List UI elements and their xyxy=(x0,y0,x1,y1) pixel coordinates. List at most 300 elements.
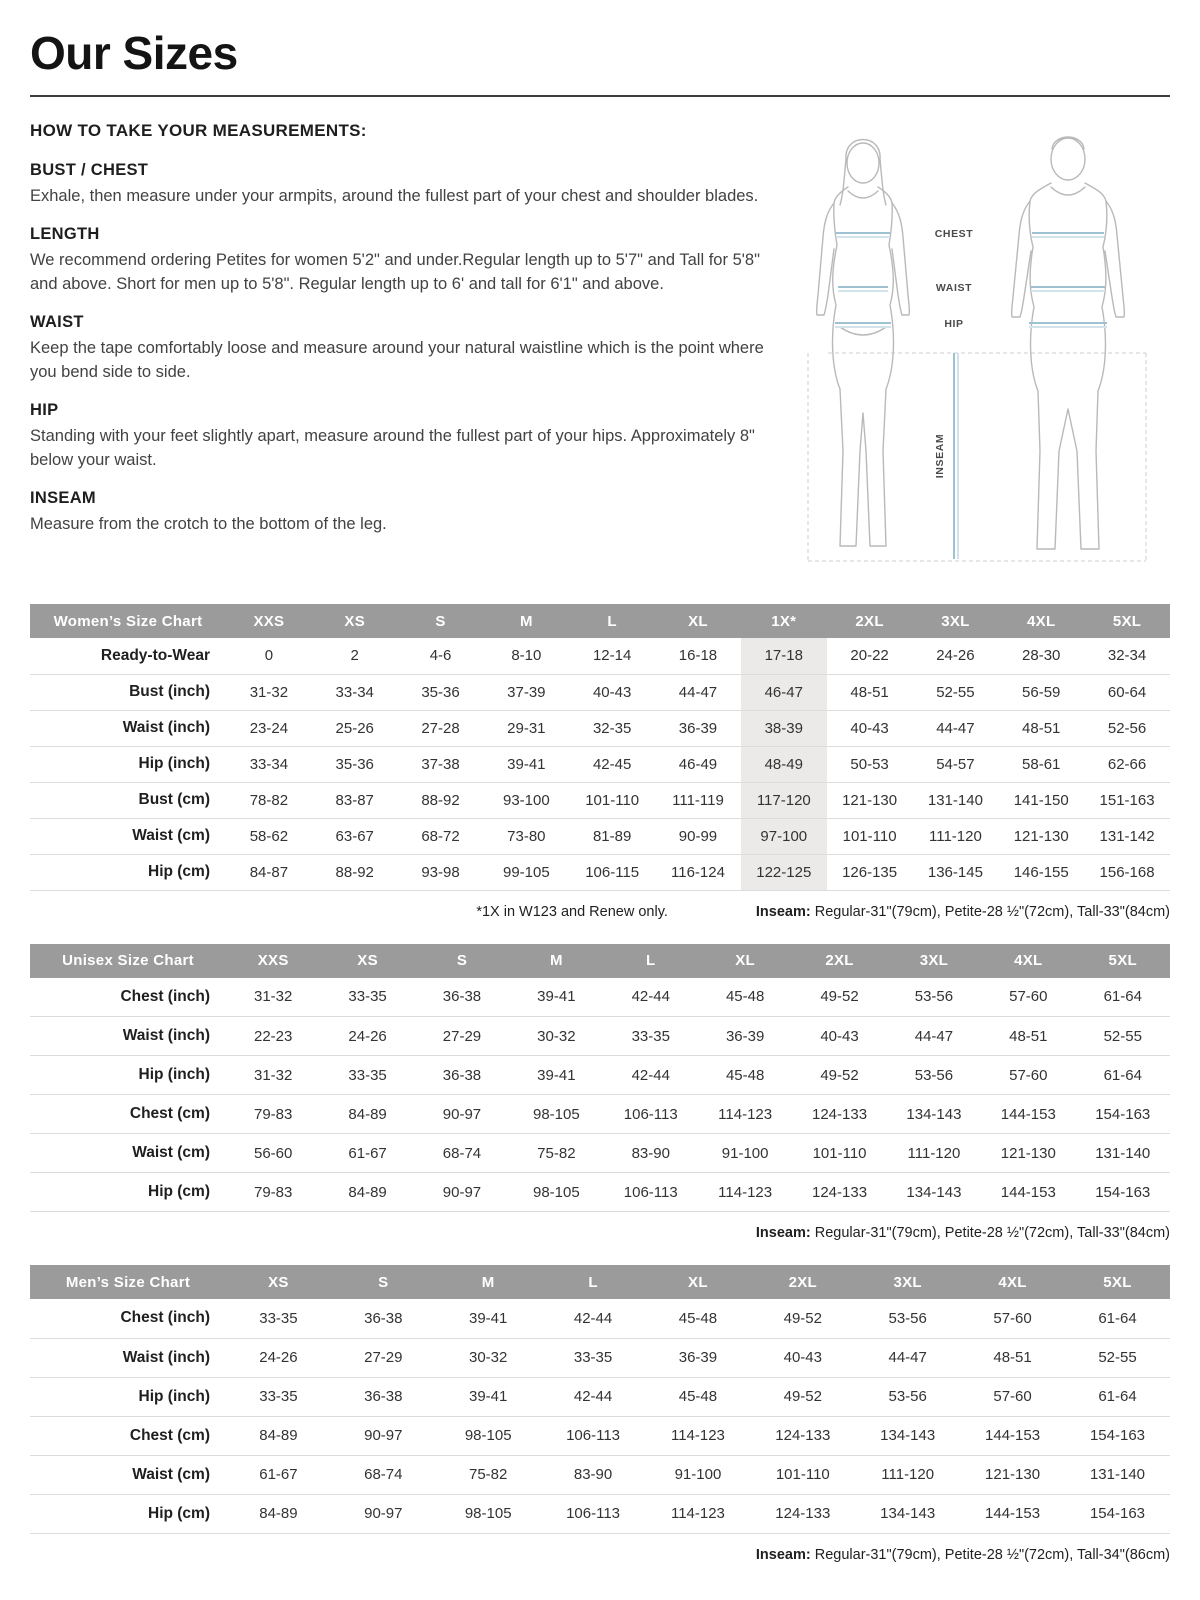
table-row xyxy=(30,1455,1170,1494)
size-value-cell: 0 xyxy=(264,647,274,665)
size-value-cell: 154-163 xyxy=(1095,1105,1151,1123)
size-value-cell: 131-140 xyxy=(1089,1466,1146,1483)
size-value-cell: 75-82 xyxy=(537,1144,576,1162)
size-value-cell: 61-64 xyxy=(1098,1388,1137,1405)
size-value-cell: 134-143 xyxy=(906,1183,962,1201)
size-value-cell: 144-153 xyxy=(1000,1183,1056,1201)
male-measure-lines xyxy=(1029,233,1107,327)
size-value-cell: 101-110 xyxy=(842,827,897,845)
size-value-cell: 44-47 xyxy=(914,1027,954,1045)
size-value-cell: 106-113 xyxy=(623,1183,678,1201)
row-label: Hip (inch) xyxy=(138,1387,210,1405)
size-value-cell: 75-82 xyxy=(469,1466,508,1483)
size-column-header: XL xyxy=(655,604,741,638)
row-label: Hip (cm) xyxy=(148,1183,210,1200)
size-value-cell: 42-44 xyxy=(573,1388,613,1405)
size-value-cell: 33-35 xyxy=(259,1388,298,1405)
size-value-cell: 78-82 xyxy=(249,791,289,809)
size-value-cell: 111-120 xyxy=(881,1466,935,1483)
size-value-cell: 124-133 xyxy=(812,1183,868,1201)
size-value-cell: 33-34 xyxy=(249,755,289,773)
size-column-header: M xyxy=(436,1265,541,1299)
table-footnote: Inseam: Regular-31"(79cm), Petite-28 ½"(72cm), Tall-33"(84cm) xyxy=(755,1225,1170,1241)
size-column-header: 5XL xyxy=(1076,944,1170,978)
size-value-cell: 111-120 xyxy=(928,827,982,845)
row-label: Hip (cm) xyxy=(148,1504,210,1522)
table-footnote: *1X in W123 and Renew only. xyxy=(476,903,668,920)
size-value-cell: 61-64 xyxy=(1103,1066,1142,1084)
size-value-cell: 40-43 xyxy=(783,1349,822,1366)
size-value-cell: 114-123 xyxy=(670,1505,725,1522)
section-inseam xyxy=(30,489,764,536)
size-value-cell: 27-28 xyxy=(421,719,460,737)
size-column-header: L xyxy=(604,944,698,978)
table-footnote: Inseam: Regular-31"(79cm), Petite-28 ½"(72cm), Tall-34"(86cm) xyxy=(755,1546,1170,1563)
size-value-cell: 8-10 xyxy=(511,647,542,665)
size-value-cell: 38-39 xyxy=(741,710,827,746)
hip-label: HIP xyxy=(944,318,964,330)
size-value-cell: 49-52 xyxy=(783,1388,822,1405)
size-value-cell: 39-41 xyxy=(469,1309,508,1327)
size-value-cell: 33-35 xyxy=(348,988,387,1006)
size-value-cell: 81-89 xyxy=(592,827,632,845)
size-value-cell: 42-44 xyxy=(631,988,670,1006)
size-column-header: XS xyxy=(320,944,414,978)
size-value-cell: 91-100 xyxy=(721,1144,769,1162)
table-row xyxy=(30,854,1170,890)
size-value-cell: 35-36 xyxy=(421,683,460,701)
size-value-cell: 131-140 xyxy=(1095,1144,1151,1162)
size-value-cell: 39-41 xyxy=(469,1388,508,1405)
size-value-cell: 36-38 xyxy=(364,1309,403,1327)
size-value-cell: 45-48 xyxy=(678,1388,718,1405)
row-label: Chest (inch) xyxy=(120,1309,210,1327)
size-column-header: 2XL xyxy=(827,604,913,638)
size-value-cell: 154-163 xyxy=(1095,1183,1151,1201)
row-label: Waist (cm) xyxy=(132,827,210,844)
row-label: Waist (cm) xyxy=(132,1465,210,1483)
size-value-cell: 27-29 xyxy=(364,1349,403,1366)
table-title: Unisex Size Chart xyxy=(30,944,226,978)
size-value-cell: 114-123 xyxy=(670,1427,725,1444)
size-value-cell: 24-26 xyxy=(936,647,975,665)
row-label: Chest (inch) xyxy=(120,987,210,1005)
size-value-cell: 57-60 xyxy=(1009,1066,1048,1084)
size-value-cell: 31-32 xyxy=(254,1066,293,1084)
size-value-cell: 24-26 xyxy=(348,1027,387,1045)
womens-size-chart-table xyxy=(30,604,1170,891)
size-value-cell: 45-48 xyxy=(725,988,765,1006)
size-value-cell: 88-92 xyxy=(421,791,460,809)
size-value-cell: 101-110 xyxy=(812,1144,867,1162)
size-value-cell: 53-56 xyxy=(914,1066,954,1084)
size-value-cell: 36-39 xyxy=(678,719,718,737)
size-value-cell: 31-32 xyxy=(254,988,293,1006)
size-value-cell: 28-30 xyxy=(1022,647,1061,665)
size-value-cell: 106-113 xyxy=(566,1505,621,1522)
row-label: Waist (inch) xyxy=(122,1027,210,1044)
size-value-cell: 40-43 xyxy=(850,719,889,737)
size-column-header: S xyxy=(398,604,484,638)
size-value-cell: 122-125 xyxy=(741,854,827,890)
size-value-cell: 106-113 xyxy=(623,1105,678,1123)
size-column-header: 2XL xyxy=(792,944,886,978)
size-value-cell: 33-35 xyxy=(348,1066,387,1084)
size-value-cell: 146-155 xyxy=(1013,863,1069,881)
size-value-cell: 90-97 xyxy=(442,1183,482,1201)
page-title: Our Sizes xyxy=(30,27,238,79)
size-value-cell: 39-41 xyxy=(537,988,576,1006)
size-value-cell: 61-67 xyxy=(348,1144,387,1162)
size-value-cell: 111-119 xyxy=(672,791,724,809)
size-value-cell: 84-89 xyxy=(348,1183,387,1201)
table-row xyxy=(30,638,1170,674)
size-value-cell: 60-64 xyxy=(1107,683,1147,701)
size-value-cell: 101-110 xyxy=(585,791,640,809)
size-value-cell: 57-60 xyxy=(1009,988,1048,1006)
size-value-cell: 68-74 xyxy=(364,1466,403,1483)
size-charts xyxy=(30,604,1170,1563)
table-row xyxy=(30,1494,1170,1533)
size-value-cell: 24-26 xyxy=(259,1349,298,1366)
female-measure-lines xyxy=(835,233,891,327)
table-row xyxy=(30,674,1170,710)
table-row xyxy=(30,1338,1170,1377)
row-label: Chest (cm) xyxy=(129,1105,210,1122)
size-value-cell: 33-35 xyxy=(573,1349,613,1366)
size-value-cell: 30-32 xyxy=(469,1349,508,1366)
size-value-cell: 91-100 xyxy=(674,1466,722,1483)
size-column-header: 1X* xyxy=(741,604,827,638)
size-value-cell: 151-163 xyxy=(1099,791,1155,809)
size-column-header: 5XL xyxy=(1065,1265,1170,1299)
size-value-cell: 35-36 xyxy=(335,755,374,773)
size-value-cell: 45-48 xyxy=(725,1066,765,1084)
size-column-header: M xyxy=(509,944,603,978)
section-body: We recommend ordering Petites for women 5'2" and under.Regular length up to 5'7" and Tall for 5'8" and above. Short for men up to 5'8". Regular length up to 6' and tall for 6'1" and above. xyxy=(30,251,760,293)
section-title: HIP xyxy=(30,401,59,420)
size-value-cell: 98-105 xyxy=(464,1505,512,1522)
section-title: BUST / CHEST xyxy=(30,161,149,179)
size-value-cell: 90-97 xyxy=(442,1105,482,1123)
size-value-cell: 58-62 xyxy=(249,827,289,845)
waist-label: WAIST xyxy=(935,282,973,294)
size-value-cell: 36-38 xyxy=(442,1066,482,1084)
table-row xyxy=(30,782,1170,818)
size-value-cell: 23-24 xyxy=(249,719,289,737)
section-bust-chest xyxy=(30,161,764,208)
size-value-cell: 39-41 xyxy=(507,755,546,773)
measurement-diagram xyxy=(778,121,1170,576)
size-value-cell: 40-43 xyxy=(820,1027,859,1045)
size-value-cell: 90-99 xyxy=(678,827,718,845)
size-value-cell: 106-115 xyxy=(585,863,640,881)
size-value-cell: 44-47 xyxy=(936,719,975,737)
size-value-cell: 136-145 xyxy=(927,863,983,881)
size-value-cell: 68-74 xyxy=(442,1144,482,1162)
female-figure-outline xyxy=(817,140,910,547)
size-column-header: S xyxy=(415,944,509,978)
size-value-cell: 116-124 xyxy=(671,863,725,881)
size-value-cell: 79-83 xyxy=(254,1105,293,1123)
size-value-cell: 52-55 xyxy=(936,683,975,701)
size-value-cell: 32-35 xyxy=(592,719,632,737)
size-value-cell: 56-60 xyxy=(254,1144,293,1162)
size-value-cell: 144-153 xyxy=(985,1505,1041,1522)
size-value-cell: 121-130 xyxy=(842,791,898,809)
section-title: INSEAM xyxy=(30,488,96,507)
size-value-cell: 79-83 xyxy=(254,1183,293,1201)
size-value-cell: 36-39 xyxy=(725,1027,765,1045)
size-value-cell: 17-18 xyxy=(741,638,827,674)
size-value-cell: 46-47 xyxy=(741,674,827,710)
inseam-label: INSEAM xyxy=(934,433,946,479)
size-value-cell: 124-133 xyxy=(812,1105,868,1123)
size-value-cell: 48-51 xyxy=(1009,1027,1048,1045)
size-value-cell: 29-31 xyxy=(507,719,546,737)
size-value-cell: 49-52 xyxy=(820,1066,859,1084)
size-value-cell: 88-92 xyxy=(335,863,374,881)
size-value-cell: 154-163 xyxy=(1089,1505,1146,1522)
size-value-cell: 84-89 xyxy=(348,1105,387,1123)
size-value-cell: 40-43 xyxy=(592,683,632,701)
unisex-chart-footnotes xyxy=(30,1225,1170,1241)
row-label: Hip (inch) xyxy=(138,1066,210,1083)
size-value-cell: 93-98 xyxy=(421,863,460,881)
table-row xyxy=(30,1416,1170,1455)
size-value-cell: 98-105 xyxy=(533,1105,580,1123)
section-body: Standing with your feet slightly apart, measure around the fullest part of your hips. Approximately 8" below your waist. xyxy=(30,427,755,469)
size-column-header: 3XL xyxy=(887,944,981,978)
size-value-cell: 4-6 xyxy=(429,647,452,665)
size-value-cell: 44-47 xyxy=(888,1349,927,1366)
size-value-cell: 52-56 xyxy=(1107,719,1147,737)
size-value-cell: 101-110 xyxy=(775,1466,830,1483)
size-value-cell: 30-32 xyxy=(537,1027,576,1045)
size-value-cell: 52-55 xyxy=(1098,1349,1137,1366)
size-value-cell: 68-72 xyxy=(421,827,460,845)
size-value-cell: 32-34 xyxy=(1107,647,1147,665)
size-value-cell: 57-60 xyxy=(993,1388,1032,1405)
size-value-cell: 37-39 xyxy=(507,683,546,701)
size-value-cell: 2 xyxy=(350,647,359,665)
size-value-cell: 121-130 xyxy=(1000,1144,1056,1162)
size-value-cell: 58-61 xyxy=(1022,755,1061,773)
size-value-cell: 114-123 xyxy=(718,1105,773,1123)
section-length xyxy=(30,225,764,296)
size-value-cell: 141-150 xyxy=(1013,791,1069,809)
mens-chart-footnotes xyxy=(30,1547,1170,1563)
table-row xyxy=(30,978,1170,1017)
size-value-cell: 20-22 xyxy=(850,647,889,665)
size-value-cell: 134-143 xyxy=(880,1505,936,1522)
section-body: Keep the tape comfortably loose and measure around your natural waistline which is the point where you bend side to side. xyxy=(30,339,764,381)
measurement-instructions xyxy=(30,121,764,553)
section-waist xyxy=(30,313,764,384)
size-value-cell: 57-60 xyxy=(993,1309,1032,1327)
size-value-cell: 36-39 xyxy=(678,1349,718,1366)
size-value-cell: 33-35 xyxy=(631,1027,670,1045)
row-label: Bust (inch) xyxy=(129,683,210,700)
size-value-cell: 49-52 xyxy=(783,1309,822,1327)
womens-chart-footnotes xyxy=(30,904,1170,920)
section-title: WAIST xyxy=(30,313,84,332)
table-row xyxy=(30,746,1170,782)
table-row xyxy=(30,710,1170,746)
table-row xyxy=(30,1299,1170,1338)
size-value-cell: 84-89 xyxy=(259,1427,298,1444)
size-value-cell: 36-38 xyxy=(364,1388,403,1405)
size-value-cell: 144-153 xyxy=(1000,1105,1056,1123)
size-value-cell: 37-38 xyxy=(421,755,460,773)
size-column-header: L xyxy=(541,1265,646,1299)
size-value-cell: 93-100 xyxy=(502,791,550,809)
size-value-cell: 134-143 xyxy=(906,1105,962,1123)
mens-size-chart-table xyxy=(30,1265,1170,1534)
unisex-size-chart-table xyxy=(30,944,1170,1213)
chest-label: CHEST xyxy=(934,228,974,240)
row-label: Ready-to-Wear xyxy=(100,646,210,664)
male-figure-outline xyxy=(1012,137,1125,549)
section-body: Exhale, then measure under your armpits, around the fullest part of your chest and shoulder blades. xyxy=(30,187,759,205)
size-value-cell: 36-38 xyxy=(442,988,482,1006)
size-value-cell: 42-45 xyxy=(592,755,632,773)
row-label: Waist (cm) xyxy=(132,1144,210,1161)
size-column-header: L xyxy=(569,604,655,638)
row-label: Hip (cm) xyxy=(148,863,210,880)
size-value-cell: 84-89 xyxy=(259,1505,298,1522)
size-value-cell: 48-51 xyxy=(850,683,889,701)
size-column-header: M xyxy=(483,604,569,638)
size-value-cell: 84-87 xyxy=(249,863,289,881)
size-value-cell: 27-29 xyxy=(442,1027,482,1045)
size-column-header: XL xyxy=(646,1265,751,1299)
size-value-cell: 22-23 xyxy=(254,1027,293,1045)
size-value-cell: 50-53 xyxy=(850,755,889,773)
size-value-cell: 111-120 xyxy=(907,1144,961,1162)
size-value-cell: 53-56 xyxy=(888,1309,927,1327)
table-title: Women’s Size Chart xyxy=(30,604,226,638)
size-column-header: 3XL xyxy=(855,1265,960,1299)
size-column-header: XL xyxy=(698,944,792,978)
size-column-header: XS xyxy=(226,1265,331,1299)
size-value-cell: 73-80 xyxy=(507,827,546,845)
size-value-cell: 134-143 xyxy=(880,1427,936,1444)
size-value-cell: 42-44 xyxy=(573,1309,613,1327)
size-value-cell: 33-35 xyxy=(259,1309,298,1327)
size-value-cell: 121-130 xyxy=(1013,827,1069,845)
size-value-cell: 117-120 xyxy=(741,782,827,818)
size-value-cell: 61-64 xyxy=(1098,1309,1137,1327)
table-row xyxy=(30,1134,1170,1173)
size-value-cell: 98-105 xyxy=(533,1183,580,1201)
section-body: Measure from the crotch to the bottom of the leg. xyxy=(30,514,387,533)
size-value-cell: 25-26 xyxy=(335,719,374,737)
section-hip xyxy=(30,401,764,472)
size-value-cell: 131-142 xyxy=(1099,827,1155,845)
size-value-cell: 156-168 xyxy=(1099,863,1155,881)
row-label: Waist (inch) xyxy=(122,719,210,736)
size-value-cell: 48-51 xyxy=(993,1349,1032,1366)
size-value-cell: 56-59 xyxy=(1022,683,1061,701)
body-figures-illustration xyxy=(788,121,1158,576)
size-value-cell: 62-66 xyxy=(1107,755,1147,773)
size-value-cell: 48-49 xyxy=(741,746,827,782)
size-value-cell: 126-135 xyxy=(842,863,898,881)
size-column-header: 4XL xyxy=(960,1265,1065,1299)
size-column-header: 3XL xyxy=(913,604,999,638)
measurement-intro xyxy=(30,121,1170,576)
size-value-cell: 121-130 xyxy=(985,1466,1041,1483)
size-value-cell: 61-64 xyxy=(1103,988,1142,1006)
size-value-cell: 44-47 xyxy=(678,683,718,701)
size-value-cell: 46-49 xyxy=(678,755,718,773)
table-row xyxy=(30,1173,1170,1212)
size-value-cell: 31-32 xyxy=(249,683,289,701)
size-value-cell: 42-44 xyxy=(631,1066,670,1084)
size-value-cell: 16-18 xyxy=(678,647,718,665)
table-row xyxy=(30,1017,1170,1056)
section-title: LENGTH xyxy=(30,225,100,244)
size-column-header: 4XL xyxy=(998,604,1084,638)
size-value-cell: 83-87 xyxy=(335,791,374,809)
size-value-cell: 83-90 xyxy=(573,1466,613,1483)
size-value-cell: 90-97 xyxy=(364,1505,403,1522)
size-column-header: XXS xyxy=(226,604,312,638)
table-footnote: Inseam: Regular-31"(79cm), Petite-28 ½"(72cm), Tall-33"(84cm) xyxy=(755,903,1170,920)
size-value-cell: 53-56 xyxy=(914,988,954,1006)
size-value-cell: 106-113 xyxy=(566,1427,621,1444)
size-value-cell: 90-97 xyxy=(364,1427,403,1444)
size-column-header: XXS xyxy=(226,944,320,978)
size-value-cell: 12-14 xyxy=(592,647,632,665)
size-value-cell: 33-34 xyxy=(335,683,374,701)
size-column-header: 5XL xyxy=(1084,604,1170,638)
row-label: Hip (inch) xyxy=(138,755,210,772)
size-value-cell: 52-55 xyxy=(1103,1027,1142,1045)
size-value-cell: 83-90 xyxy=(631,1144,670,1162)
table-row xyxy=(30,1377,1170,1416)
size-value-cell: 54-57 xyxy=(936,755,975,773)
table-row xyxy=(30,818,1170,854)
size-value-cell: 45-48 xyxy=(678,1309,718,1327)
size-column-header: 4XL xyxy=(981,944,1075,978)
size-column-header: XS xyxy=(312,604,398,638)
table-title: Men’s Size Chart xyxy=(30,1265,226,1299)
size-value-cell: 39-41 xyxy=(537,1066,576,1084)
size-value-cell: 144-153 xyxy=(985,1427,1041,1444)
size-value-cell: 124-133 xyxy=(775,1505,831,1522)
size-value-cell: 48-51 xyxy=(1022,719,1061,737)
size-value-cell: 63-67 xyxy=(335,827,374,845)
instructions-heading: HOW TO TAKE YOUR MEASUREMENTS: xyxy=(30,121,367,140)
size-value-cell: 49-52 xyxy=(820,988,859,1006)
size-value-cell: 114-123 xyxy=(718,1183,773,1201)
row-label: Bust (cm) xyxy=(138,791,210,808)
size-column-header: S xyxy=(331,1265,436,1299)
size-value-cell: 61-67 xyxy=(259,1466,298,1483)
title-divider xyxy=(30,95,1170,97)
size-value-cell: 154-163 xyxy=(1089,1427,1146,1444)
size-value-cell: 99-105 xyxy=(502,863,550,881)
size-column-header: 2XL xyxy=(750,1265,855,1299)
size-value-cell: 124-133 xyxy=(775,1427,831,1444)
table-row xyxy=(30,1095,1170,1134)
size-value-cell: 97-100 xyxy=(741,818,827,854)
row-label: Chest (cm) xyxy=(129,1426,210,1444)
size-value-cell: 98-105 xyxy=(464,1427,512,1444)
size-value-cell: 53-56 xyxy=(888,1388,927,1405)
